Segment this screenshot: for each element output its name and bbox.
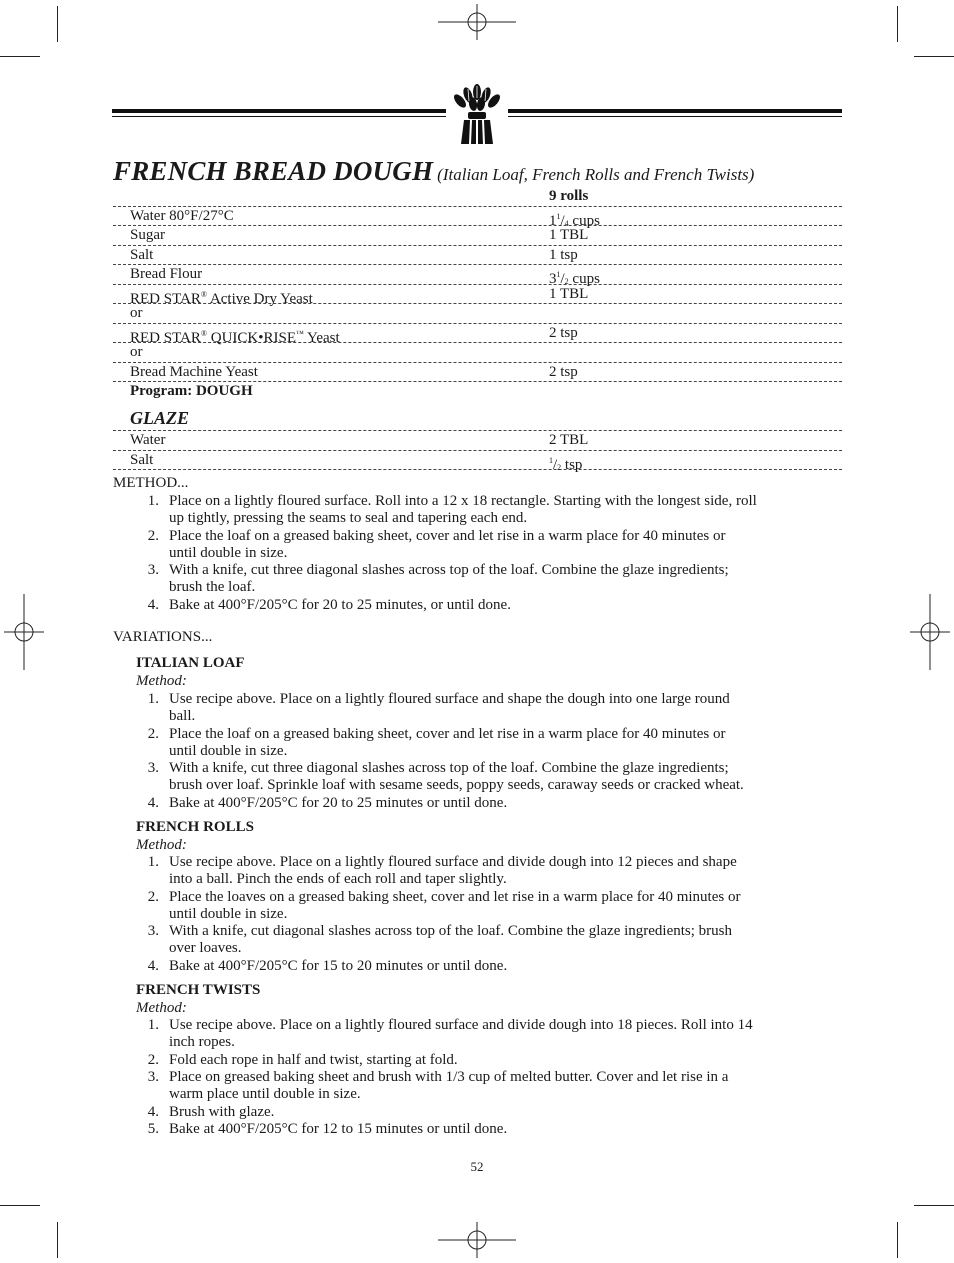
variations-heading: VARIATIONS... <box>113 629 213 645</box>
ingredients-table <box>113 187 842 382</box>
ingredient-amount: 2 tsp <box>549 324 578 341</box>
ingredient-name: Bread Flour <box>130 266 203 282</box>
list-item: 2. Place the loaves on a greased baking sheet, cover and let rise in a warm place for 40 minutes or until double in size. <box>147 888 741 922</box>
table-row <box>113 246 842 266</box>
crop-mark-top-right-v <box>897 6 898 42</box>
list-item: 1. Use recipe above. Place on a lightly floured surface and shape the dough into one large round ball. <box>147 691 730 724</box>
list-item: 5. Bake at 400°F/205°C for 12 to 15 minutes or until done. <box>147 1121 508 1137</box>
crop-mark-bottom-right-h <box>914 1205 954 1206</box>
method-label: Method: <box>136 1000 187 1016</box>
list-item: 3. With a knife, cut diagonal slashes across top of the loaf. Combine the glaze ingredients; brush over loaves. <box>147 923 732 956</box>
list-item: 1. Place on a lightly floured surface. Roll into a 12 x 18 rectangle. Starting with the longest side, roll up tightly, pressing the seams to seal and tapering each end. <box>147 493 757 526</box>
ingredient-name: Water <box>130 432 166 448</box>
registration-bottom-icon <box>438 1222 516 1258</box>
list-item: 2. Place the loaf on a greased baking sheet, cover and let rise in a warm place for 40 minutes or until double in size. <box>147 527 726 561</box>
ingredient-name: Salt <box>130 246 154 263</box>
registration-right-icon <box>910 594 950 670</box>
title-main: FRENCH BREAD DOUGH <box>113 156 434 186</box>
method-heading: METHOD... <box>113 475 189 491</box>
ingredient-name: Sugar <box>130 227 165 243</box>
table-row <box>113 226 842 246</box>
list-item: 4. Bake at 400°F/205°C for 15 to 20 minutes or until done. <box>147 957 508 974</box>
table-row <box>113 451 842 471</box>
crop-mark-bottom-left-h <box>0 1205 40 1206</box>
ingredient-name: or <box>130 305 143 321</box>
program-label: Program: DOUGH <box>130 383 253 399</box>
french-rolls-steps <box>113 854 843 975</box>
list-item: 4. Bake at 400°F/205°C for 20 to 25 minutes or until done. <box>147 794 508 811</box>
table-row <box>113 431 842 451</box>
french-rolls-heading: FRENCH ROLLS <box>136 819 254 835</box>
registration-top-icon <box>438 4 516 40</box>
title-subtitle: (Italian Loaf, French Rolls and French Twists) <box>437 165 755 184</box>
method-label: Method: <box>136 837 187 853</box>
ingredient-amount: 2 tsp <box>549 363 578 380</box>
ingredient-amount: $1^1/4$ cups <box>549 211 600 229</box>
list-item: 2. Fold each rope in half and twist, starting at fold. <box>147 1051 458 1068</box>
ingredient-name: RED STAR® QUICK•RISE™ Yeast <box>130 328 340 346</box>
glaze-table <box>113 430 842 473</box>
crop-mark-bottom-right-v <box>897 1222 898 1258</box>
crop-mark-bottom-left-v <box>57 1222 58 1258</box>
crop-mark-top-left-v <box>57 6 58 42</box>
ingredient-amount: 1 TBL <box>549 227 589 243</box>
list-item: 3. Place on greased baking sheet and brush with 1/3 cup of melted butter. Cover and let rise in a warm place until double in size. <box>147 1069 729 1102</box>
method-label: Method: <box>136 673 187 689</box>
table-header-row <box>113 187 842 207</box>
method-steps <box>113 493 843 614</box>
ingredient-name: or <box>130 344 143 360</box>
ingredient-amount: 1 TBL <box>549 285 589 302</box>
ingredient-amount: 1 tsp <box>549 246 578 263</box>
table-row <box>113 304 842 324</box>
list-item: 3. With a knife, cut three diagonal slashes across top of the loaf. Combine the glaze ingredients; brush the loaf. <box>147 562 729 595</box>
table-row <box>113 324 842 344</box>
list-item: 2. Place the loaf on a greased baking sheet, cover and let rise in a warm place for 40 minutes or until double in size. <box>147 725 726 759</box>
glaze-heading: GLAZE <box>130 408 190 428</box>
italian-loaf-heading: ITALIAN LOAF <box>136 655 245 671</box>
ingredient-amount: $^1$/2 tsp <box>549 455 583 473</box>
list-item: 1. Use recipe above. Place on a lightly floured surface and divide dough into 12 pieces and shape into a ball. Pinch the ends of each roll and taper slightly. <box>147 854 737 887</box>
yield-header: 9 rolls <box>549 188 589 204</box>
list-item: 4. Bake at 400°F/205°C for 20 to 25 minutes, or until done. <box>147 596 511 613</box>
ingredient-name: Salt <box>130 451 154 468</box>
ingredient-amount: 2 TBL <box>549 432 589 448</box>
list-item: 3. With a knife, cut three diagonal slashes across top of the loaf. Combine the glaze ingredients; brush over loaf. Sprinkle loaf with sesame seeds, poppy seeds, caraway seeds or cracked wheat. <box>147 760 744 793</box>
ingredient-name: RED STAR® Active Dry Yeast <box>130 289 313 307</box>
french-twists-heading: FRENCH TWISTS <box>136 982 261 998</box>
ingredient-amount: $3^1/2$ cups <box>549 270 600 287</box>
crop-mark-top-right-h <box>914 56 954 57</box>
italian-loaf-steps <box>113 691 843 812</box>
ingredient-name: Water 80°F/27°C <box>130 207 234 224</box>
table-row <box>113 363 842 383</box>
table-row <box>113 265 842 285</box>
table-row <box>113 285 842 305</box>
table-row <box>113 343 842 363</box>
crop-mark-top-left-h <box>0 56 40 57</box>
table-row <box>113 207 842 227</box>
list-item: 4. Brush with glaze. <box>147 1103 275 1120</box>
wheat-sheaf-icon <box>446 84 508 146</box>
page-number: 52 <box>470 1159 484 1174</box>
recipe-title <box>113 156 853 187</box>
french-twists-steps <box>113 1017 843 1139</box>
ingredient-name: Bread Machine Yeast <box>130 363 258 380</box>
list-item: 1. Use recipe above. Place on a lightly floured surface and divide dough into 18 pieces. Roll into 14 inch ropes. <box>147 1017 753 1050</box>
registration-left-icon <box>4 594 44 670</box>
